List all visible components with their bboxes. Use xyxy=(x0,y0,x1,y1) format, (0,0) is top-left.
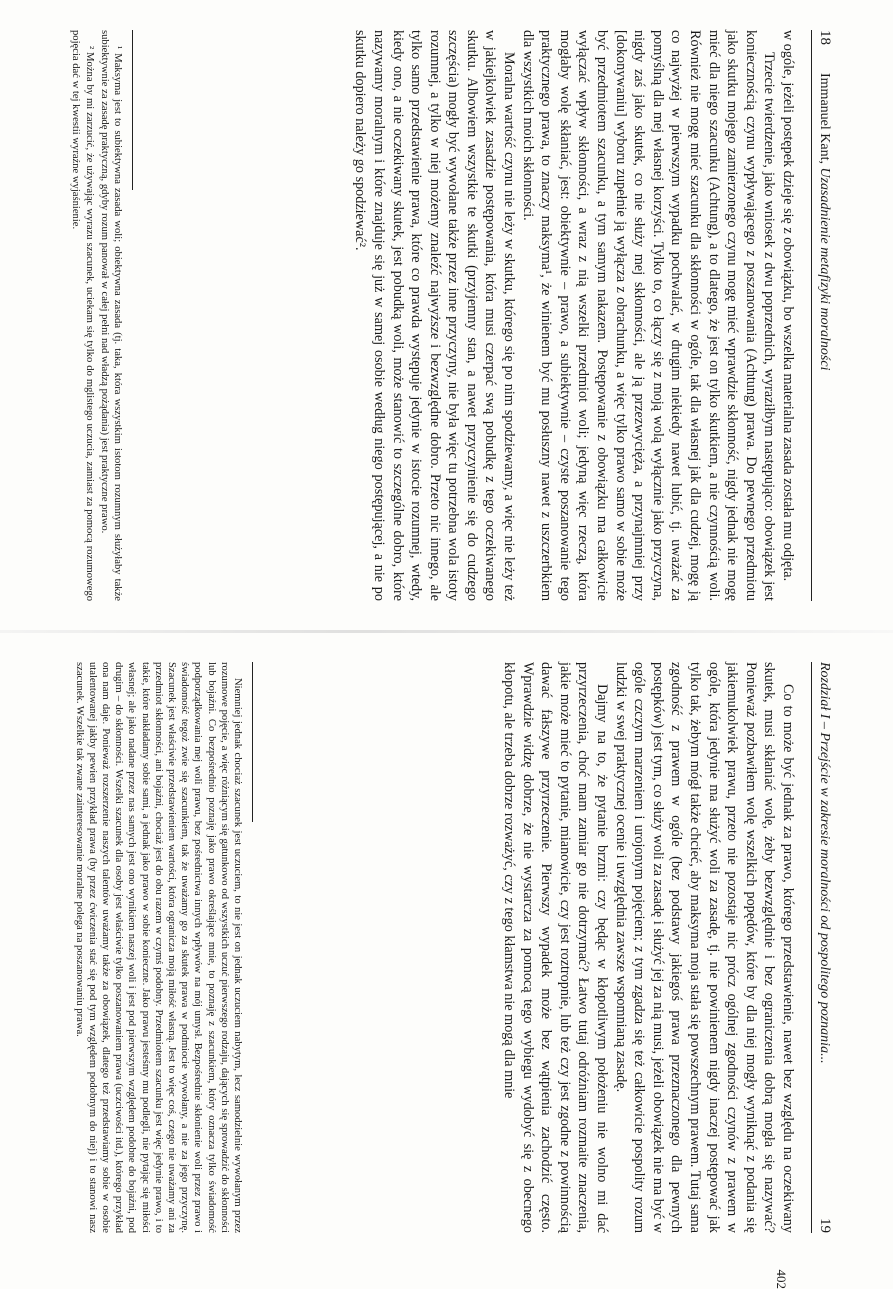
right-running-title: Rozdział I – Przejście w zakresie moralności od pospolitego poznania... xyxy=(816,662,832,1190)
left-page-content xyxy=(0,0,893,631)
right-running-head xyxy=(811,662,833,1233)
right-footnotes xyxy=(70,662,253,1233)
left-paragraph-3: Moralna wartość czynu nie leży w skutku, którego się po nim spodziewamy, a więc nie leży też w jakiejkolwiek zasadzie postępowania, która musi czerpać swą pobudkę z tego oczekiwanego skutku. Albowiem wszystkie te skutki (przyjemny stan, a nawet przyczynienie się do cudzego szczęścia) mogły być wywołane także przez inne przyczyny, nie była więc tu potrzebna wola istoty rozumnej, a tylko w niej możemy znaleźć najwyższe i bezwzględne dobro. Przeto nic innego, ale tylko samo przedstawienie prawa, które co prawda występuje jedynie w istocie rozumnej, wtedy, kiedy ono, a nie oczekiwany skutek, jest pobudką woli, może stanowić to szczególne dobro, które nazywamy moralnym i które znajduje się już w samej osobie według niego postępującej, a nie po skutku dopiero należy go spodziewać². xyxy=(351,30,518,601)
right-margin-number: 402 xyxy=(773,1270,789,1289)
right-paragraph-2: Dajmy na to, że pytanie brzmi: czy będąc w kłopotliwym położeniu nie wolno mi dać przyrzeczenia, choć mam zamiar go nie dotrzymać? Łatwo tutaj odróżniam rozmaite znaczenia, jakie może mieć to pytanie, mianowicie, czy jest roztropnie, lub też czy jest zgodne z powinnością dawać fałszywe przyrzeczenie. Pierwszy wypadek może bez wątpienia zachodzić często. Wprawdzie widzę dobrze, że nie wystarcza za pomocą tego wybiegu wydobyć się z obecnego kłopotu, ale trzeba dobrze rozważyć, czy z tego kłamstwa nie mogą dla mnie xyxy=(500,662,612,1233)
left-paragraph-1: w ogóle, jeżeli postępek dzieje się z obowiązku, bo wszelka materialna zasada została mu odjęta. xyxy=(778,30,797,601)
left-page xyxy=(0,0,893,631)
right-page-content xyxy=(0,632,893,1263)
left-page-number: 18 xyxy=(816,30,833,45)
left-running-title xyxy=(816,73,832,601)
left-footnote-1: ¹ Maksyma jest to subiektywna zasada woli; obiektywna zasada (tj. taka, która wszystkim istotom rozumnym służyłaby także subiektywnie za zasadę praktyczną, gdyby rozum panował w całej pełni nad władzą pożądania) jest praktyczne prawo. xyxy=(98,30,124,601)
left-running-head xyxy=(811,30,833,601)
footnote-rule xyxy=(252,662,253,822)
left-paragraph-2: Trzecie twierdzenie, jako wniosek z dwu poprzednich, wyraziłbym następująco: obowiązek jest koniecznością czynu wypływającego z poszanowania (Achtung) prawa. Do pewnego przedmiotu jako skutku mojego zamierzonego czynu mogę mieć wprawdzie skłonność, nigdy jednak nie mogę mieć dla niego szacunku (Achtung), a to dlatego, że jest on tylko skutkiem, a nie czynnością woli. Również nie mogę mieć szacunku dla skłonności w ogóle, tak dla własnej jak dla cudzej, mogę ją co najwyżej w pierwszym wypadku pochwalać, w drugim niekiedy nawet lubić, tj. uważać za pomyślną dla mej własnej korzyści. Tylko to, co łączy się z moją wolą wyłącznie jako przyczyna, nigdy zaś jako skutek, co nie służy mej skłonności, ale ją przezwycięża, a przynajmniej przy [dokonywaniu] wyboru zupełnie ją wyłącza z obrachunku, a więc tylko prawo samo w sobie może być przedmiotem szacunku, a tym samym nakazem. Postępowanie z obowiązku ma całkowicie wyłączać wpływ skłonności, a wraz z nią wszelki przedmiot woli; jedyną więc rzeczą, która mogłaby wolę skłaniać, jest: obiektywnie – prawo, a subiektywnie – czyste poszanowanie tego praktycznego prawa, to znaczy maksyma¹, że winienem być mu posłuszny nawet z uszczerbkiem dla wszystkich moich skłonności. xyxy=(518,30,778,601)
footnote-rule xyxy=(132,30,133,190)
left-footnote-2: ² Można by mi zarzucić, że używając wyrazu szacunek, uciekam się tylko do mglistego uczucia, zamiast za pomocą rozumowego pojęcia dać w tej kwestii wyraźne wyjaśnienie. xyxy=(69,30,95,601)
right-body xyxy=(500,662,798,1233)
right-page-number: 19 xyxy=(816,1218,833,1233)
left-running-author: Immanuel Kant, xyxy=(817,73,832,164)
left-body xyxy=(351,30,797,601)
left-running-work: Uzasadnienie metafizyki moralności xyxy=(817,167,832,370)
right-page xyxy=(0,632,893,1263)
right-footnote-1: Niemniej jednak chociaż szacunek jest uczuciem, to nie jest on jednak uczuciem nabytym, lecz samodzielnie wywołanym przez rozumowe pojęcie, a więc różniącym się gatunkowo od wszystkich uczuć pierwszego rodzaju, dających się sprowadzić do skłonności lub bojaźni. Co bezpośrednio poznaję jako prawo określające mnie, to poznaję z szacunkiem, który oznacza tylko świadomość podporządkowania mej woli prawu, bez pośrednictwa innych wpływów na mój umysł. Bezpośrednie skłonienie woli przez prawo i świadomość tegoż zwie się szacunkiem, tak że uważamy go za skutek prawa w podmiocie wywołany, a nie za jego przyczynę. Szacunek jest właściwie przedstawieniem wartości, która ogranicza moją miłość własną. Jest to więc coś, czego nie uważamy ani za przedmiot skłonności, ani bojaźni, chociaż jest do obu razem w czymś podobny. Przedmiotem szacunku jest więc jedynie prawo, i to takie, które nakładamy sobie sami, a jednak jako prawo w sobie konieczne. Jako prawu jesteśmy mu podlegli, nie pytając się miłości własnej; ale jako nadane przez nas samych jest ono wynikiem naszej woli i jest pod pierwszym względem podobne do bojaźni, pod drugim – do skłonności. Wszelki szacunek dla osoby jest właściwie tylko poszanowaniem prawa (uczciwości itd.), którego przykład ona nam daje. Ponieważ rozszerzenie naszych talentów uważamy także za obowiązek, dlatego też przedstawiamy sobie w osobie utalentowanej jakby pewien przykład prawa (by przez ćwiczenia stać się pod tym względem podobnym do niej) i to stanowi nasz szacunek. Wszelkie tak zwane zainteresowanie moralne polega na poszanowaniu prawa. xyxy=(72,662,244,1233)
left-footnotes xyxy=(67,30,133,601)
right-paragraph-1: Co to może być jednak za prawo, którego przedstawienie, nawet bez względu na oczekiwany skutek, musi skłaniać wolę, żeby bezwzględnie i bez ograniczenia dobrą mogła się nazywać? Ponieważ pozbawiłem wolę wszelkich popędów, które by dla niej mogły wyniknąć z podania się jakiemukolwiek prawu, przeto nie pozostaje nic prócz ogólnej zgodności czynów z prawem w ogóle, która jedynie ma służyć woli za zasadę, tj. nie powinienem nigdy inaczej postępować jak tylko tak, żebym mógł także chcieć, aby maksyma moja stała się powszechnym prawem. Tutaj sama zgodność z prawem w ogóle (bez podstawy jakiegoś prawa przeznaczonego dla pewnych postępków) jest tym, co służy woli za zasadę i służyć jej za nią musi, jeżeli obowiązek nie ma być w ogóle czczym marzeniem i urojonym pojęciem; z tym zgadza się też całkowicie pospolity rozum ludzki w swej praktycznej ocenie i uwzględnia zawsze wspomnianą zasadę. xyxy=(611,662,797,1233)
